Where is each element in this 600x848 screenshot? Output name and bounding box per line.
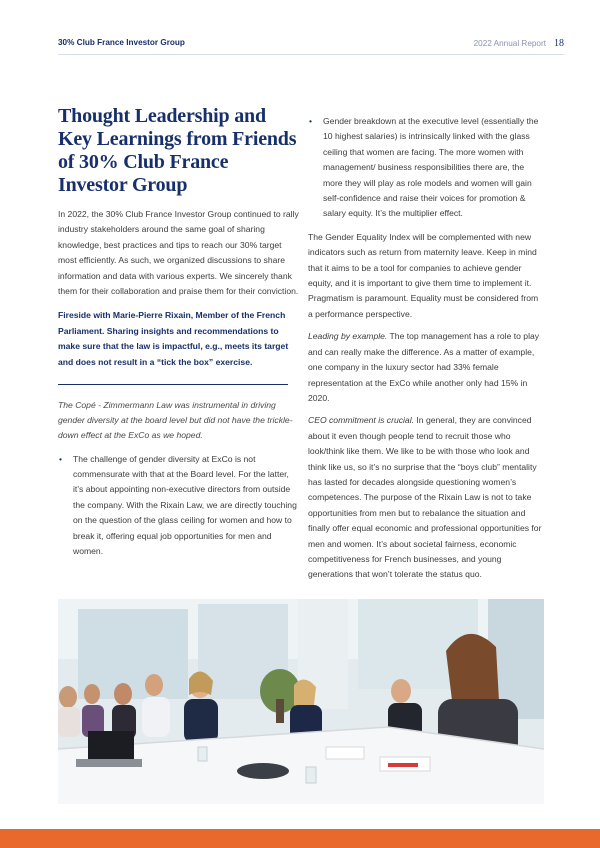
ceo-rest: In general, they are convinced about it even though people tend to recruit those who look/think like them. We like to be with those who look and think like us, so it’s no surprise that the “boys club” mentality has lasted for decades alongside questioning women’s competences. The purpose of the Rixain Law is not to take opportunities from men but to rebalance the situation and finally offer equal economic and professional opportunities for men and women. It’s about societal fairness, economic competitiveness for French businesses, and young generations that won’t tolerate the status quo.	[308, 415, 542, 580]
org-name: 30% Club France Investor Group	[58, 38, 185, 47]
leading-lead: Leading by example.	[308, 331, 388, 342]
ceo-lead: CEO commitment is crucial.	[308, 415, 415, 426]
section-divider	[58, 384, 288, 385]
list-item	[58, 452, 300, 560]
footer-band	[0, 829, 600, 848]
meeting-photo	[58, 599, 544, 804]
leading-paragraph	[308, 329, 544, 406]
meeting-photo-illustration	[58, 599, 544, 804]
report-title: 2022 Annual Report	[473, 39, 546, 48]
left-bullet-list	[58, 452, 300, 560]
bullet-text: Gender breakdown at the executive level (essentially the 10 highest salaries) is intrinsically linked with the glass ceiling that women are facing. The more women with management/ business responsibilities there are, the more they will play as role models and women will gain self-confidence and raise their voices for promotion & salary equity. It’s the multiplier effect.	[323, 116, 539, 219]
law-quote: The Copé - Zimmermann Law was instrumental in driving gender diversity at the board level but did not have the trickle-down effect at the ExCo as we hoped.	[58, 400, 293, 441]
bullet-icon: •	[59, 453, 63, 464]
right-bullet-list	[308, 114, 544, 222]
page-header	[58, 38, 564, 52]
ceo-paragraph	[308, 413, 544, 582]
header-divider	[58, 54, 564, 55]
bullet-text: The challenge of gender diversity at ExCo is not commensurate with that at the Board level. For the latter, it’s about appointing non-executive directors from outside the company. With the Rixain Law, we are directly touching on the question of the glass ceiling for women and how to break it, offering equal job opportunities for men and women.	[73, 453, 297, 557]
leading-rest: The top management has a role to play and can really make the difference. As a matter of example, one company in the luxury sector had 33% female representation at the ExCo while another only had 15% in 2020.	[308, 331, 540, 403]
section-title: Thought Leadership and Key Learnings from Friends of 30% Club France Investor Group	[58, 105, 297, 196]
list-item	[308, 114, 544, 222]
bullet-icon: •	[309, 116, 313, 126]
report-label	[474, 38, 564, 49]
right-column	[308, 114, 544, 583]
page-number: 18	[554, 38, 564, 49]
left-column	[58, 105, 300, 560]
intro-paragraph: In 2022, the 30% Club France Investor Group continued to rally industry stakeholders around the same goal of sharing knowledge, best practices and tips to reach our 30% target most efficiently. As such, we organized discussions to share information and data with various experts. We sincerely thank them for their collaboration and praise them for their conviction.	[58, 209, 299, 297]
gender-index-paragraph: The Gender Equality Index will be complemented with new indicators such as return from maternity leave. Keep in mind that it aims to be a tool for companies to achieve gender equity, and it is important to give them time to implement it. Pragmatism is paramount. Equality must be considered from a performance perspective.	[308, 231, 539, 319]
fireside-heading: Fireside with Marie-Pierre Rixain, Member of the French Parliament. Sharing insights and recommendations to make sure that the law is impactful, e.g., meets its target and does not result in a “tick the box” exercise.	[58, 310, 289, 367]
